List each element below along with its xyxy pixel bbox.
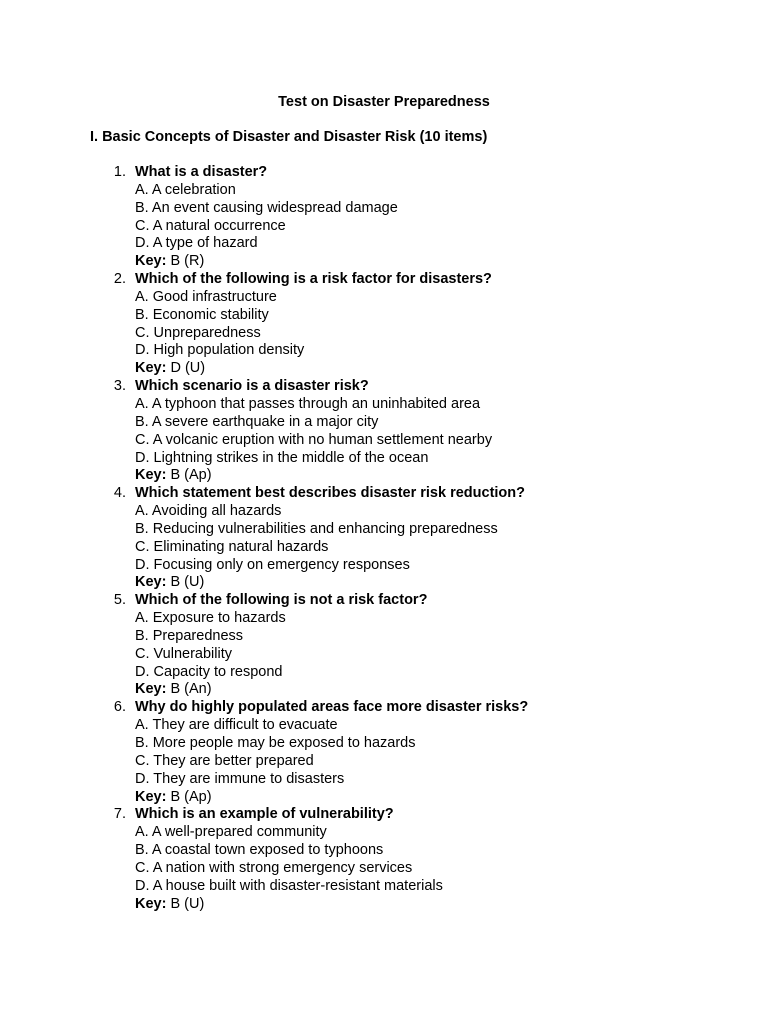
question-list (0, 164, 768, 913)
key-label: Key: (135, 467, 167, 484)
question-line (0, 699, 768, 717)
question-line (0, 271, 768, 289)
option-line (0, 432, 768, 450)
option-line (0, 717, 768, 735)
answer-option: C. They are better prepared (135, 752, 314, 769)
key-value: B (An) (170, 681, 212, 698)
answer-option: C. A natural occurrence (135, 217, 286, 234)
answer-option: D. A house built with disaster-resistant materials (135, 877, 443, 894)
answer-option: B. A coastal town exposed to typhoons (135, 842, 384, 859)
answer-option: C. Unpreparedness (135, 324, 261, 341)
answer-key-line (0, 574, 768, 592)
answer-option: A. A well-prepared community (135, 824, 327, 841)
answer-option: C. Vulnerability (135, 645, 232, 662)
key-value: D (U) (170, 360, 206, 377)
answer-option: C. A nation with strong emergency services (135, 859, 413, 876)
answer-option: A. A typhoon that passes through an uninhabited area (135, 395, 481, 412)
option-line (0, 521, 768, 539)
question-number: 2. (113, 271, 126, 288)
question-number: 1. (113, 164, 126, 180)
question-item (0, 806, 768, 913)
key-label: Key: (135, 253, 167, 270)
question-text: Which is an example of vulnerability? (135, 806, 394, 823)
question-item (0, 378, 768, 485)
option-line (0, 325, 768, 343)
question-item (0, 592, 768, 699)
key-label: Key: (135, 681, 167, 698)
answer-option: D. Lightning strikes in the middle of the ocean (135, 449, 429, 466)
answer-key (135, 574, 204, 592)
option-line (0, 824, 768, 842)
answer-key-line (0, 896, 768, 914)
option-line (0, 664, 768, 682)
question-line (0, 592, 768, 610)
option-line (0, 771, 768, 789)
answer-option: D. A type of hazard (135, 235, 258, 252)
option-line (0, 450, 768, 468)
document-title: Test on Disaster Preparedness (278, 94, 490, 110)
key-value: B (R) (170, 253, 205, 270)
question-line (0, 164, 768, 182)
key-value: B (U) (170, 574, 205, 591)
answer-key (135, 467, 212, 485)
key-value: B (Ap) (170, 788, 212, 805)
answer-option: D. Capacity to respond (135, 663, 283, 680)
option-line (0, 182, 768, 200)
answer-option: C. Eliminating natural hazards (135, 538, 329, 555)
question-item (0, 485, 768, 592)
key-value: B (U) (170, 895, 205, 912)
answer-key (135, 681, 212, 699)
option-line (0, 396, 768, 414)
answer-key (135, 360, 205, 378)
key-value: B (Ap) (170, 467, 212, 484)
option-line (0, 628, 768, 646)
answer-option: A. Good infrastructure (135, 288, 277, 305)
option-line (0, 557, 768, 575)
question-number: 3. (113, 378, 126, 395)
question-item (0, 164, 768, 271)
answer-option: A. They are difficult to evacuate (135, 717, 338, 734)
option-line (0, 610, 768, 628)
question-line (0, 806, 768, 824)
answer-key-line (0, 681, 768, 699)
key-label: Key: (135, 895, 167, 912)
answer-option: C. A volcanic eruption with no human settlement nearby (135, 431, 493, 448)
question-text: Which statement best describes disaster risk reduction? (135, 485, 526, 502)
question-number: 4. (113, 485, 126, 502)
question-item (0, 699, 768, 806)
option-line (0, 342, 768, 360)
option-line (0, 414, 768, 432)
answer-option: A. A celebration (135, 181, 236, 198)
question-number: 5. (113, 592, 126, 609)
question-line (0, 378, 768, 396)
question-line (0, 485, 768, 503)
answer-option: B. Preparedness (135, 627, 244, 644)
question-text: Why do highly populated areas face more disaster risks? (135, 699, 529, 716)
question-text: Which scenario is a disaster risk? (135, 378, 369, 395)
option-line (0, 503, 768, 521)
answer-option: D. Focusing only on emergency responses (135, 556, 410, 573)
answer-option: B. Economic stability (135, 306, 269, 323)
option-line (0, 235, 768, 253)
option-line (0, 218, 768, 236)
answer-option: B. An event causing widespread damage (135, 199, 398, 216)
answer-option: D. They are immune to disasters (135, 770, 345, 787)
answer-key (135, 789, 212, 807)
section-heading: I. Basic Concepts of Disaster and Disaster Risk (10 items) (90, 129, 488, 145)
question-text: Which of the following is a risk factor for disasters? (135, 271, 492, 288)
answer-key-line (0, 360, 768, 378)
answer-key-line (0, 253, 768, 271)
answer-option: B. More people may be exposed to hazards (135, 735, 416, 751)
option-line (0, 646, 768, 664)
answer-key-line (0, 789, 768, 807)
option-line (0, 307, 768, 325)
answer-key (135, 896, 204, 914)
answer-option: B. A severe earthquake in a major city (135, 413, 379, 430)
option-line (0, 735, 768, 753)
question-item (0, 271, 768, 378)
key-label: Key: (135, 788, 167, 805)
question-text: What is a disaster? (135, 164, 268, 180)
key-label: Key: (135, 574, 167, 591)
option-line (0, 753, 768, 771)
answer-option: A. Avoiding all hazards (135, 503, 282, 520)
question-number: 7. (113, 806, 126, 823)
answer-option: A. Exposure to hazards (135, 610, 286, 627)
option-line (0, 200, 768, 218)
answer-key-line (0, 467, 768, 485)
question-text: Which of the following is not a risk factor? (135, 592, 428, 609)
option-line (0, 860, 768, 878)
option-line (0, 539, 768, 557)
option-line (0, 842, 768, 860)
key-label: Key: (135, 360, 167, 377)
option-line (0, 289, 768, 307)
question-number: 6. (113, 699, 126, 716)
answer-option: D. High population density (135, 342, 305, 359)
answer-key (135, 253, 204, 271)
answer-option: B. Reducing vulnerabilities and enhancing preparedness (135, 520, 498, 537)
option-line (0, 878, 768, 896)
